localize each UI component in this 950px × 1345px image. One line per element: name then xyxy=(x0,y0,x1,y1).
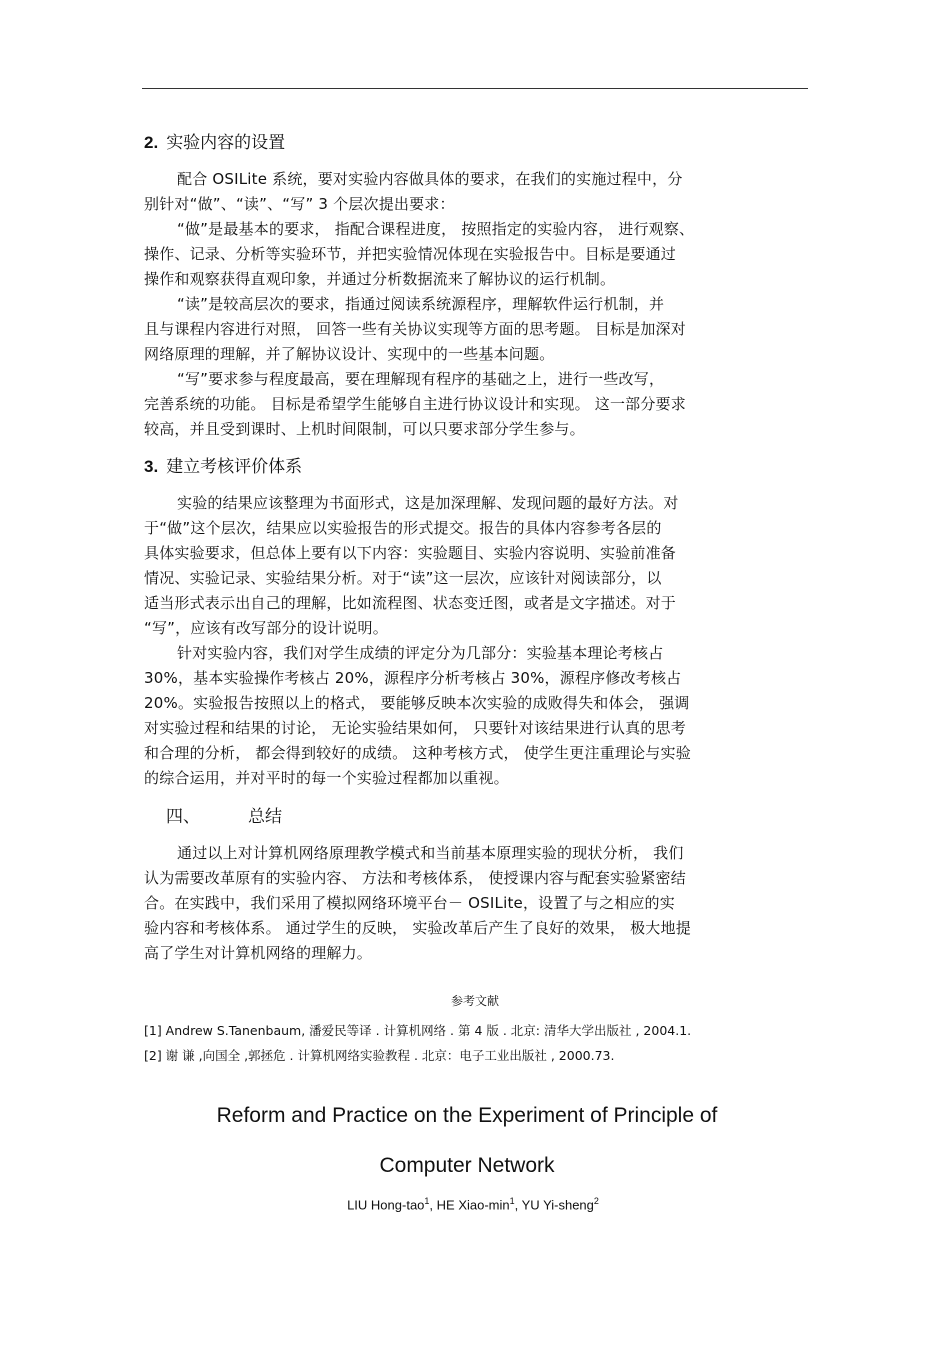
paragraph-line: 较高，并且受到课时、上机时间限制，可以只要求部分学生参与。 xyxy=(144,420,585,438)
author-affiliation: 1 xyxy=(424,1196,430,1206)
author-list xyxy=(0,1196,946,1212)
paragraph-line: 20%。实验报告按照以上的格式， 要能够反映本次实验的成败得失和体会， 强调 xyxy=(144,694,690,712)
paragraph-line: 的综合运用，并对平时的每一个实验过程都加以重视。 xyxy=(144,769,509,787)
reference-item: [1] Andrew S.Tanenbaum, 潘爱民等译 . 计算机网络 . 第 4 版 . 北京: 清华大学出版社 , 2004.1. xyxy=(144,1023,692,1038)
author-name: LIU Hong-tao xyxy=(347,1197,425,1213)
author-affiliation: 1 xyxy=(509,1196,515,1206)
paragraph-line: 操作、记录、分析等实验环节，并把实验情况体现在实验报告中。目标是要通过 xyxy=(144,245,677,263)
paragraph-line: “写”要求参与程度最高，要在理解现有程序的基础之上，进行一些改写， xyxy=(177,370,665,388)
paragraph-line: 实验的结果应该整理为书面形式，这是加深理解、发现问题的最好方法。对 xyxy=(177,494,679,512)
paragraph-line: “写”，应该有改写部分的设计说明。 xyxy=(144,619,388,637)
paragraph-line: 完善系统的功能。 目标是希望学生能够自主进行协议设计和实现。 这一部分要求 xyxy=(144,395,686,413)
english-title-line-1: Reform and Practice on the Experiment of Principle of xyxy=(216,1104,718,1127)
paragraph-line: 于“做”这个层次，结果应以实验报告的形式提交。报告的具体内容参考各层的 xyxy=(144,519,662,537)
paragraph-line: 高了学生对计算机网络的理解力。 xyxy=(144,944,373,962)
paragraph-line: 通过以上对计算机网络原理教学模式和当前基本原理实验的现状分析， 我们 xyxy=(177,844,684,862)
section-3-number: 3. xyxy=(144,457,159,476)
paragraph-line: “读”是较高层次的要求，指通过阅读系统源程序，理解软件运行机制，并 xyxy=(177,295,665,313)
paragraph-line: 配合 OSILite 系统，要对实验内容做具体的要求，在我们的实施过程中，分 xyxy=(177,170,683,188)
paragraph-line: 适当形式表示出自己的理解，比如流程图、状态变迁图，或者是文字描述。对于 xyxy=(144,594,677,612)
paragraph-line: “做”是最基本的要求， 指配合课程进度， 按照指定的实验内容， 进行观察、 xyxy=(177,220,695,238)
paragraph-line: 30%，基本实验操作考核占 20%，源程序分析考核占 30%，源程序修改考核占 xyxy=(144,669,682,687)
header-rule xyxy=(142,88,808,89)
paragraph-line: 认为需要改革原有的实验内容、 方法和考核体系， 使授课内容与配套实验紧密结 xyxy=(144,869,686,887)
paragraph-line: 别针对“做”、“读”、“写” 3 个层次提出要求： xyxy=(144,195,455,213)
paragraph-line: 合。在实践中，我们采用了模拟网络环境平台－ OSILite，设置了与之相应的实 xyxy=(144,894,675,912)
paragraph-line: 且与课程内容进行对照， 回答一些有关协议实现等方面的思考题。 目标是加深对 xyxy=(144,320,686,338)
paragraph-line: 和合理的分析， 都会得到较好的成绩。 这种考核方式， 使学生更注重理论与实验 xyxy=(144,744,691,762)
paragraph-line: 情况、实验记录、实验结果分析。对于“读”这一层次，应该针对阅读部分，以 xyxy=(144,569,662,587)
reference-item: [2] 谢 谦 ,向国全 ,郭拯危 . 计算机网络实验教程 . 北京：电子工业出版社 , 2000.73. xyxy=(144,1048,615,1063)
section-3-heading xyxy=(144,456,302,478)
section-4-title: 总结 xyxy=(248,807,282,827)
section-3-title: 建立考核评价体系 xyxy=(166,457,303,477)
section-2-number: 2. xyxy=(144,133,159,152)
paragraph-line: 网络原理的理解，并了解协议设计、实现中的一些基本问题。 xyxy=(144,345,555,363)
paragraph-line: 对实验过程和结果的讨论， 无论实验结果如何， 只要针对该结果进行认真的思考 xyxy=(144,719,686,737)
paragraph-line: 操作和观察获得直观印象，并通过分析数据流来了解协议的运行机制。 xyxy=(144,270,616,288)
section-2-heading xyxy=(144,132,285,154)
paragraph-line: 具体实验要求，但总体上要有以下内容：实验题目、实验内容说明、实验前准备 xyxy=(144,544,677,562)
english-title-line-2: Computer Network xyxy=(379,1154,555,1177)
section-2-title: 实验内容的设置 xyxy=(166,133,286,153)
author-name: , HE Xiao-min xyxy=(429,1197,510,1213)
section-4-heading xyxy=(166,806,282,828)
paragraph-line: 针对实验内容，我们对学生成绩的评定分为几部分：实验基本理论考核占 xyxy=(177,644,664,662)
paragraph-line: 验内容和考核体系。 通过学生的反映， 实验改革后产生了良好的效果， 极大地提 xyxy=(144,919,691,937)
author-name: , YU Yi-sheng xyxy=(514,1197,594,1213)
section-4-number: 四、 xyxy=(166,807,200,827)
author-affiliation: 2 xyxy=(593,1196,599,1206)
references-title: 参考文献 xyxy=(450,994,499,1008)
